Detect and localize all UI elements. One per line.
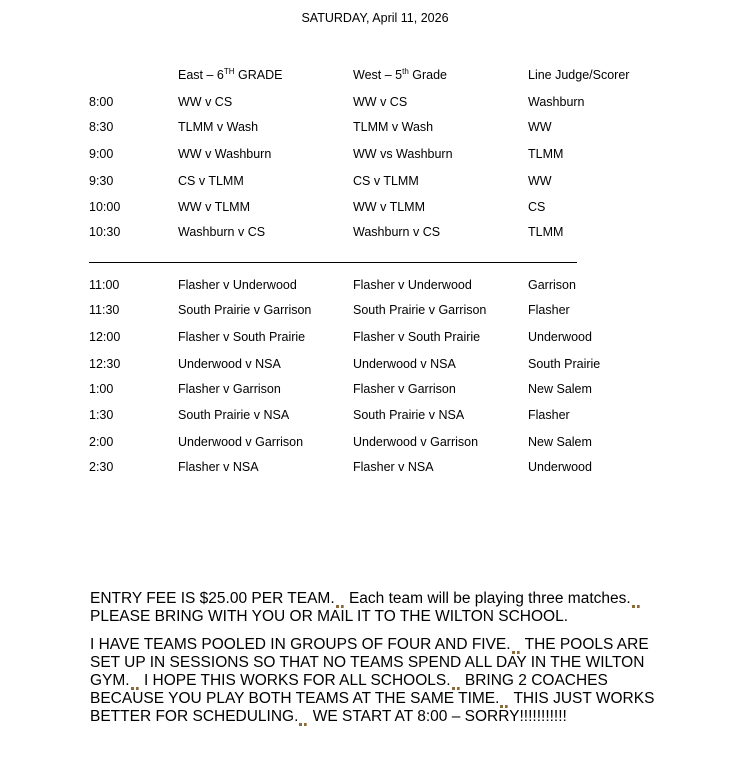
- time-cell: 10:00: [89, 200, 121, 214]
- east-match-cell: Washburn v CS: [178, 225, 266, 239]
- west-match-cell: Flasher v Garrison: [353, 382, 456, 396]
- west-match-cell: South Prairie v Garrison: [353, 303, 487, 317]
- schedule-row: [0, 200, 750, 218]
- west-match-cell: Washburn v CS: [353, 225, 441, 239]
- time-cell: 12:00: [89, 330, 121, 344]
- schedule-row: [0, 460, 750, 478]
- header-judge: Line Judge/Scorer: [528, 68, 630, 82]
- schedule-row: [0, 95, 750, 113]
- west-match-cell: TLMM v Wash: [353, 120, 434, 134]
- east-match-cell: Underwood v Garrison: [178, 435, 304, 449]
- schedule-row: [0, 382, 750, 400]
- time-cell: 8:00: [89, 95, 114, 109]
- schedule-row: [0, 435, 750, 453]
- west-match-cell: Underwood v Garrison: [353, 435, 479, 449]
- west-match-cell: Underwood v NSA: [353, 357, 456, 371]
- schedule-row: [0, 120, 750, 138]
- schedule-row: [0, 174, 750, 192]
- west-match-cell: Flasher v Underwood: [353, 278, 472, 292]
- line-judge-cell: Underwood: [528, 460, 592, 474]
- line-judge-cell: WW: [528, 174, 552, 188]
- schedule-row: [0, 408, 750, 426]
- time-cell: 2:30: [89, 460, 114, 474]
- time-cell: 2:00: [89, 435, 114, 449]
- column-headers: [0, 68, 750, 86]
- line-judge-cell: TLMM: [528, 147, 564, 161]
- time-cell: 8:30: [89, 120, 114, 134]
- schedule-row: [0, 303, 750, 321]
- time-cell: 1:30: [89, 408, 114, 422]
- east-match-cell: WW v Washburn: [178, 147, 272, 161]
- west-match-cell: WW vs Washburn: [353, 147, 453, 161]
- header-west: West – 5th Grade: [353, 67, 447, 82]
- time-cell: 10:30: [89, 225, 121, 239]
- line-judge-cell: South Prairie: [528, 357, 601, 371]
- session-divider: [89, 262, 577, 263]
- west-match-cell: Flasher v NSA: [353, 460, 434, 474]
- east-match-cell: Underwood v NSA: [178, 357, 281, 371]
- schedule-date: SATURDAY, April 11, 2026: [301, 11, 449, 25]
- west-match-cell: South Prairie v NSA: [353, 408, 465, 422]
- time-cell: 9:30: [89, 174, 114, 188]
- pool-info-note: I HAVE TEAMS POOLED IN GROUPS OF FOUR AND FIVE. THE POOLS ARE SET UP IN SESSIONS SO THAT NO TEAMS SPEND ALL DAY IN THE WILTON GYM. I HOPE THIS WORKS FOR ALL SCHOOLS. BRING 2 COACHES BECAUSE YOU PLAY BOTH TEAMS AT THE SAME TIME. THIS JUST WORKS BETTER FOR SCHEDULING. WE START AT 8:00 – SORRY!!!!!!!!!!!: [90, 636, 655, 725]
- schedule-row: [0, 147, 750, 165]
- schedule-row: [0, 330, 750, 348]
- time-cell: 11:30: [89, 303, 120, 317]
- time-cell: 12:30: [89, 357, 121, 371]
- east-match-cell: Flasher v NSA: [178, 460, 259, 474]
- line-judge-cell: New Salem: [528, 382, 592, 396]
- west-match-cell: WW v TLMM: [353, 200, 425, 214]
- west-match-cell: Flasher v South Prairie: [353, 330, 481, 344]
- schedule-row: [0, 357, 750, 375]
- time-cell: 1:00: [89, 382, 114, 396]
- east-match-cell: South Prairie v NSA: [178, 408, 290, 422]
- line-judge-cell: Washburn: [528, 95, 585, 109]
- schedule-row: [0, 278, 750, 296]
- west-match-cell: CS v TLMM: [353, 174, 419, 188]
- schedule-row: [0, 225, 750, 243]
- line-judge-cell: Underwood: [528, 330, 592, 344]
- east-match-cell: CS v TLMM: [178, 174, 244, 188]
- time-cell: 11:00: [89, 278, 120, 292]
- line-judge-cell: Flasher: [528, 408, 570, 422]
- time-cell: 9:00: [89, 147, 114, 161]
- east-match-cell: Flasher v Garrison: [178, 382, 281, 396]
- line-judge-cell: TLMM: [528, 225, 564, 239]
- east-match-cell: Flasher v South Prairie: [178, 330, 306, 344]
- header-east: East – 6TH GRADE: [178, 67, 283, 82]
- west-match-cell: WW v CS: [353, 95, 408, 109]
- east-match-cell: WW v CS: [178, 95, 233, 109]
- line-judge-cell: Garrison: [528, 278, 576, 292]
- entry-fee-note: ENTRY FEE IS $25.00 PER TEAM. Each team will be playing three matches. PLEASE BRING WITH YOU OR MAIL IT TO THE WILTON SCHOOL.: [90, 590, 670, 626]
- east-match-cell: TLMM v Wash: [178, 120, 259, 134]
- line-judge-cell: WW: [528, 120, 552, 134]
- line-judge-cell: New Salem: [528, 435, 592, 449]
- east-match-cell: Flasher v Underwood: [178, 278, 297, 292]
- line-judge-cell: Flasher: [528, 303, 570, 317]
- east-match-cell: South Prairie v Garrison: [178, 303, 312, 317]
- line-judge-cell: CS: [528, 200, 546, 214]
- east-match-cell: WW v TLMM: [178, 200, 250, 214]
